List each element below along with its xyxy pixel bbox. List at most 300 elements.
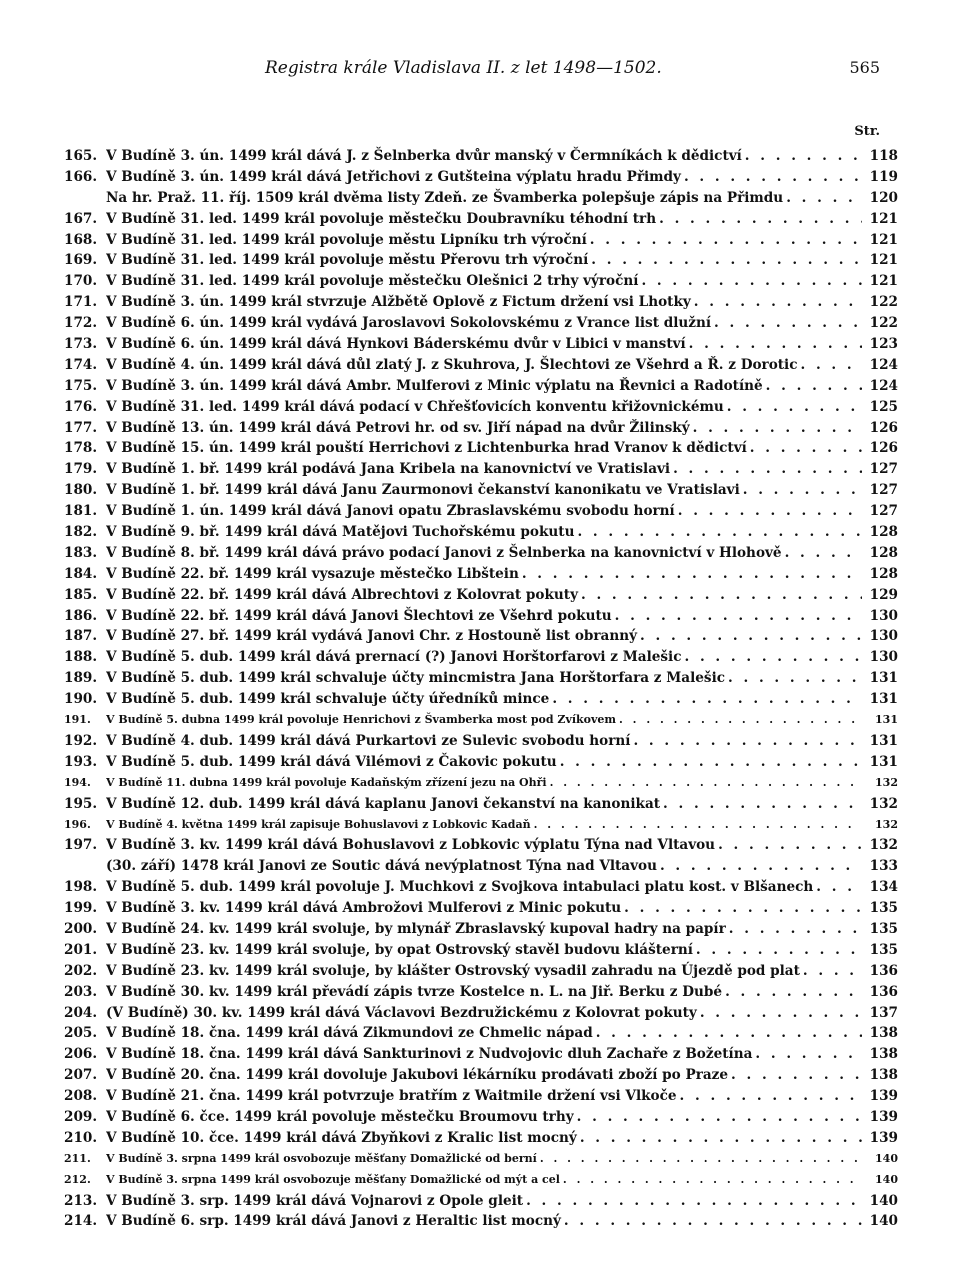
leader-dots: [680, 1086, 862, 1107]
entry-text-wrap: [106, 292, 862, 313]
entry-text: V Budíně 6. čce. 1499 král povoluje městečku Broumovu trhy: [106, 1108, 574, 1125]
entry-number: 201.: [64, 941, 98, 958]
entry-page: 135: [869, 941, 898, 958]
list-item: [0, 1191, 960, 1212]
page-header: [0, 58, 960, 88]
entry-page: 123: [869, 336, 898, 353]
list-item: [0, 564, 960, 585]
entry-page: 126: [869, 419, 898, 436]
entry-text-wrap: [106, 418, 862, 439]
entry-text-wrap: [106, 647, 862, 668]
entry-page: 121: [869, 231, 898, 248]
entry-text: V Budíně 3. ún. 1499 král stvrzuje Alžbětě Oplově z Fictum držení vsi Lhotky: [106, 294, 691, 311]
entry-page: 128: [869, 565, 898, 582]
entry-page: 131: [875, 713, 898, 727]
leader-dots: [522, 564, 862, 585]
entry-number: 210.: [64, 1129, 98, 1146]
list-item: [0, 1211, 960, 1232]
entry-page: 130: [869, 607, 898, 624]
entry-text: V Budíně 3. kv. 1499 král dává Bohuslavovi z Lobkovic výplatu Týna nad Vltavou: [106, 837, 716, 854]
entry-text-wrap: [106, 1065, 862, 1086]
entry-text: V Budíně 1. bř. 1499 král podává Jana Kribela na kanovnictví ve Vratislavi: [106, 461, 671, 478]
entry-text-wrap: [106, 835, 862, 856]
leader-dots: [624, 898, 862, 919]
entry-text: V Budíně 3. srp. 1499 král dává Vojnarovi z Opole gleit: [106, 1192, 524, 1209]
entry-text: V Budíně 18. čna. 1499 král dává Zikmundovi ze Chmelic nápad: [106, 1025, 593, 1042]
entry-text-wrap: [106, 313, 862, 334]
page-number: 565: [849, 58, 880, 77]
entry-page: 132: [875, 775, 898, 789]
list-item: [0, 877, 960, 898]
entry-text-wrap: [106, 188, 862, 209]
entry-text-wrap: [106, 606, 862, 627]
entry-page: 118: [869, 148, 898, 164]
entry-page: 131: [869, 753, 898, 770]
entry-number: 209.: [64, 1108, 98, 1125]
entry-number: 192.: [64, 732, 98, 749]
leader-dots: [640, 626, 862, 647]
entry-page: 128: [869, 524, 898, 541]
list-item: [0, 773, 960, 794]
list-item: [0, 480, 960, 501]
leader-dots: [816, 877, 862, 898]
running-title: Registra krále Vladislava II. z let 1498—1502.: [265, 58, 662, 78]
entry-text: V Budíně 3. kv. 1499 král dává Ambrožovi Mulferovi z Minic pokutu: [106, 900, 622, 917]
leader-dots: [580, 1128, 862, 1149]
entry-page: 121: [869, 252, 898, 269]
entry-page: 131: [869, 670, 898, 687]
list-item: [0, 1044, 960, 1065]
entry-number: 213.: [64, 1192, 98, 1209]
list-item: [0, 292, 960, 313]
entry-number: 166.: [64, 168, 98, 185]
entry-page: 125: [869, 398, 898, 415]
entry-number: 189.: [64, 670, 98, 687]
leader-dots: [801, 355, 863, 376]
leader-dots: [673, 459, 862, 480]
leader-dots: [577, 522, 862, 543]
leader-dots: [591, 250, 862, 271]
entry-page: 135: [869, 900, 898, 917]
leader-dots: [785, 543, 862, 564]
entry-page: 140: [875, 1151, 898, 1165]
leader-dots: [633, 731, 862, 752]
entry-text-wrap: [106, 376, 862, 397]
entry-page: 132: [869, 837, 898, 854]
entry-text-wrap: [106, 355, 862, 376]
entry-number: 195.: [64, 795, 98, 812]
entry-text: V Budíně 12. dub. 1499 král dává kaplanu Janovi čekanství na kanonikat: [106, 795, 661, 812]
entry-number: 175.: [64, 377, 98, 394]
entry-number: 200.: [64, 920, 98, 937]
leader-dots: [684, 167, 862, 188]
leader-dots: [766, 376, 862, 397]
leader-dots: [550, 773, 862, 794]
entry-text-wrap: [106, 1107, 862, 1128]
entry-page: 130: [869, 628, 898, 645]
list-item: [0, 167, 960, 188]
entry-number: 199.: [64, 900, 98, 917]
list-item: [0, 1065, 960, 1086]
entry-number: 184.: [64, 565, 98, 582]
entry-text-wrap: [106, 752, 862, 773]
entry-text-wrap: [106, 877, 862, 898]
entry-page: 120: [869, 189, 898, 206]
entry-page: 127: [869, 461, 898, 478]
entry-text: V Budíně 31. led. 1499 král povoluje městu Lipníku trh výroční: [106, 231, 587, 248]
entry-text: V Budíně 5. dub. 1499 král dává prernací (?) Janovi Horštorfarovi z Malešic: [106, 649, 682, 666]
entry-text-wrap: [106, 167, 862, 188]
leader-dots: [700, 1003, 862, 1024]
list-item: [0, 543, 960, 564]
entry-number: 206.: [64, 1046, 98, 1063]
leader-dots: [786, 188, 862, 209]
entry-text: V Budíně 31. led. 1499 král povoluje městu Přerovu trh výroční: [106, 252, 589, 269]
entry-number: 202.: [64, 962, 98, 979]
entry-page: 138: [869, 1025, 898, 1042]
entry-text: (30. září) 1478 král Janovi ze Soutic dává nevýplatnost Týna nad Vltavou: [106, 858, 657, 875]
entry-text-wrap: [106, 710, 862, 731]
entry-page: 135: [869, 920, 898, 937]
entry-page: 121: [869, 210, 898, 227]
entry-text: V Budíně 3. srpna 1499 král osvobozuje měšťany Domažlické od berní: [106, 1151, 537, 1165]
entry-text: V Budíně 30. kv. 1499 král převádí zápis tvrze Kostelce n. L. na Jiř. Berku z Dubé: [106, 983, 723, 1000]
entry-text-wrap: [106, 1086, 862, 1107]
entry-page: 138: [869, 1067, 898, 1084]
list-item: [0, 334, 960, 355]
entry-text-wrap: [106, 856, 862, 877]
list-item: [0, 230, 960, 251]
leader-dots: [689, 334, 862, 355]
entry-text-wrap: [106, 230, 862, 251]
list-item: [0, 1170, 960, 1191]
leader-dots: [552, 689, 862, 710]
entry-text-wrap: [106, 250, 862, 271]
entry-page: 124: [869, 377, 898, 394]
entry-number: 172.: [64, 315, 98, 332]
leader-dots: [659, 209, 862, 230]
entry-text: V Budíně 3. ún. 1499 král dává Ambr. Mulferovi z Minic výplatu na Řevnici a Radotíně: [106, 377, 763, 394]
entry-text: V Budíně 3. srpna 1499 král osvobozuje měšťany Domažlické od mýt a cel: [106, 1172, 560, 1186]
list-item: [0, 689, 960, 710]
entry-text-wrap: [106, 940, 862, 961]
entry-text-wrap: [106, 1044, 862, 1065]
leader-dots: [693, 418, 862, 439]
leader-dots: [755, 1044, 862, 1065]
leader-dots: [663, 794, 862, 815]
entry-number: 165.: [64, 148, 98, 164]
list-item: [0, 459, 960, 480]
entry-text: V Budíně 1. bř. 1499 král dává Janu Zaurmonovi čekanství kanonikatu ve Vratislavi: [106, 482, 740, 499]
leader-dots: [718, 835, 862, 856]
entry-page: 140: [869, 1192, 898, 1209]
leader-dots: [750, 438, 862, 459]
entry-page: 129: [869, 586, 898, 603]
list-item: [0, 1149, 960, 1170]
entry-text-wrap: [106, 459, 862, 480]
entry-text: V Budíně 31. led. 1499 král povoluje městečku Doubravníku téhodní trh: [106, 210, 657, 227]
entry-number: 205.: [64, 1025, 98, 1042]
leader-dots: [534, 815, 862, 836]
entry-text: V Budíně 13. ún. 1499 král dává Petrovi hr. od sv. Jiří nápad na dvůr Žilinský: [106, 419, 690, 436]
entry-page: 119: [869, 168, 898, 185]
entry-text: V Budíně 9. bř. 1499 král dává Matějovi Tuchořskému pokutu: [106, 524, 575, 541]
entry-text-wrap: [106, 689, 862, 710]
leader-dots: [743, 480, 862, 501]
list-item: [0, 376, 960, 397]
entry-page: 131: [869, 732, 898, 749]
entry-text: V Budíně 8. bř. 1499 král dává právo podací Janovi z Šelnberka na kanovnictví v Hlohově: [106, 544, 782, 561]
entry-text-wrap: [106, 731, 862, 752]
entry-page: 128: [869, 544, 898, 561]
list-item: [0, 1128, 960, 1149]
entry-text: V Budíně 22. bř. 1499 král vysazuje městečko Libštein: [106, 565, 519, 582]
entry-page: 136: [869, 962, 898, 979]
entry-text: V Budíně 23. kv. 1499 král svoluje, by opat Ostrovský stavěl budovu klášterní: [106, 941, 693, 958]
list-item: [0, 647, 960, 668]
entry-page: 127: [869, 482, 898, 499]
list-item: [0, 856, 960, 877]
list-item: [0, 982, 960, 1003]
entry-text: V Budíně 6. ún. 1499 král dává Hynkovi Báderskému dvůr v Libici v manství: [106, 336, 686, 353]
entry-text-wrap: [106, 334, 862, 355]
list-item: [0, 961, 960, 982]
entry-text: V Budíně 4. dub. 1499 král dává Purkartovi ze Sulevic svobodu horní: [106, 732, 631, 749]
entry-number: 171.: [64, 294, 98, 311]
entry-text-wrap: [106, 815, 862, 836]
entry-page: 139: [869, 1129, 898, 1146]
entry-text: V Budíně 31. led. 1499 král dává podací v Chřešťovicích konventu křižovnickému: [106, 398, 724, 415]
leader-dots: [696, 940, 862, 961]
entry-text: V Budíně 5. dubna 1499 král povoluje Henrichovi z Švamberka most pod Zvíkovem: [106, 713, 616, 727]
leader-dots: [619, 710, 862, 731]
entry-number: 183.: [64, 544, 98, 561]
entry-page: 134: [869, 879, 898, 896]
leader-dots: [745, 146, 862, 167]
list-item: [0, 606, 960, 627]
entry-page: 139: [869, 1088, 898, 1105]
entry-number: 203.: [64, 983, 98, 1000]
entry-text-wrap: [106, 564, 862, 585]
entry-text-wrap: [106, 1170, 862, 1191]
list-item: [0, 1003, 960, 1024]
list-item: [0, 1023, 960, 1044]
entry-text: V Budíně 23. kv. 1499 král svoluje, by klášter Ostrovský vysadil zahradu na Újezdě pod plat: [106, 962, 800, 979]
entry-text: V Budíně 3. ún. 1499 král dává J. z Šelnberka dvůr manský v Čermníkách k dědictví: [106, 148, 742, 164]
entry-number: 185.: [64, 586, 98, 603]
entry-text-wrap: [106, 438, 862, 459]
entry-number: 191.: [64, 713, 91, 727]
leader-dots: [590, 230, 862, 251]
entry-number: 182.: [64, 524, 98, 541]
list-item: [0, 438, 960, 459]
entry-text-wrap: [106, 626, 862, 647]
leader-dots: [729, 919, 862, 940]
leader-dots: [678, 501, 862, 522]
entry-page: 122: [869, 315, 898, 332]
leader-dots: [727, 397, 862, 418]
entry-text-wrap: [106, 668, 862, 689]
entry-text: V Budíně 10. čce. 1499 král dává Zbyňkovi z Kralic list mocný: [106, 1129, 577, 1146]
list-item: [0, 1107, 960, 1128]
entry-text: V Budíně 24. kv. 1499 král svoluje, by mlynář Zbraslavský kupoval hadry na papír: [106, 920, 726, 937]
leader-dots: [728, 668, 862, 689]
entry-page: 122: [869, 294, 898, 311]
list-item: [0, 835, 960, 856]
entry-number: 196.: [64, 817, 91, 831]
leader-dots: [731, 1065, 862, 1086]
entry-number: 177.: [64, 419, 98, 436]
entry-text-wrap: [106, 585, 862, 606]
list-item: [0, 501, 960, 522]
entry-number: 198.: [64, 879, 98, 896]
list-item: [0, 418, 960, 439]
entry-page: 130: [869, 649, 898, 666]
entry-number: 178.: [64, 440, 98, 457]
entry-text-wrap: [106, 1211, 862, 1232]
entry-number: 170.: [64, 273, 98, 290]
entry-page: 138: [869, 1046, 898, 1063]
entry-text: V Budíně 21. čna. 1499 král potvrzuje bratřím z Waitmile držení vsi Vlkoče: [106, 1088, 677, 1105]
list-item: [0, 731, 960, 752]
leader-dots: [725, 982, 862, 1003]
entry-text-wrap: [106, 919, 862, 940]
entry-text-wrap: [106, 773, 862, 794]
entry-text-wrap: [106, 1191, 862, 1212]
entry-number: 204.: [64, 1004, 98, 1021]
entry-text: V Budíně 5. dub. 1499 král dává Vilémovi z Čakovic pokutu: [106, 753, 557, 770]
page-column-label: Str.: [854, 124, 880, 139]
entry-number: 186.: [64, 607, 98, 624]
entry-text-wrap: [106, 961, 862, 982]
entry-text-wrap: [106, 501, 862, 522]
entry-number: 214.: [64, 1213, 98, 1230]
list-item: [0, 752, 960, 773]
leader-dots: [641, 271, 862, 292]
entry-text-wrap: [106, 1128, 862, 1149]
leader-dots: [694, 292, 862, 313]
entry-text: V Budíně 4. ún. 1499 král dává důl zlatý J. z Skuhrova, J. Šlechtovi ze Všehrd a Ř. z Dorotic: [106, 356, 798, 373]
list-item: [0, 626, 960, 647]
entry-text: V Budíně 6. srp. 1499 král dává Janovi z Heraltic list mocný: [106, 1213, 561, 1230]
entry-page: 140: [869, 1213, 898, 1230]
list-item: [0, 919, 960, 940]
leader-dots: [714, 313, 862, 334]
entry-text: V Budíně 27. bř. 1499 král vydává Janovi Chr. z Hostouně list obranný: [106, 628, 638, 645]
entry-number: 173.: [64, 336, 98, 353]
list-item: [0, 815, 960, 836]
entry-text-wrap: [106, 1149, 862, 1170]
leader-dots: [803, 961, 862, 982]
entry-number: 212.: [64, 1172, 91, 1186]
entry-number: 207.: [64, 1067, 98, 1084]
entry-text-wrap: [106, 209, 862, 230]
leader-dots: [540, 1149, 862, 1170]
leader-dots: [581, 585, 862, 606]
list-item: [0, 898, 960, 919]
entry-number: 194.: [64, 775, 91, 789]
entry-text: V Budíně 18. čna. 1499 král dává Sankturinovi z Nudvojovic dluh Zachaře z Božetína: [106, 1046, 753, 1063]
list-item: [0, 271, 960, 292]
entry-text: V Budíně 4. května 1499 král zapisuje Bohuslavovi z Lobkovic Kadaň: [106, 817, 531, 831]
entry-text: V Budíně 1. ún. 1499 král dává Janovi opatu Zbraslavskému svobodu horní: [106, 503, 675, 520]
leader-dots: [660, 856, 862, 877]
entry-number: 208.: [64, 1088, 98, 1105]
entry-text-wrap: [106, 1023, 862, 1044]
entry-text-wrap: [106, 982, 862, 1003]
entry-text: V Budíně 15. ún. 1499 král pouští Herrichovi z Lichtenburka hrad Vranov k dědictví: [106, 440, 747, 457]
entry-text: V Budíně 22. bř. 1499 král dává Janovi Šlechtovi ze Všehrd pokutu: [106, 607, 612, 624]
leader-dots: [563, 1170, 862, 1191]
list-item: [0, 710, 960, 731]
entry-page: 127: [869, 503, 898, 520]
table-of-contents: [0, 146, 960, 1232]
entry-text-wrap: [106, 543, 862, 564]
list-item: [0, 940, 960, 961]
entry-number: 167.: [64, 210, 98, 227]
entry-page: 121: [869, 273, 898, 290]
entry-text: V Budíně 5. dub. 1499 král povoluje J. Muchkovi z Svojkova intabulaci platu kost. v Blšanech: [106, 879, 814, 896]
entry-page: 136: [869, 983, 898, 1000]
entry-number: 193.: [64, 753, 98, 770]
entry-number: 180.: [64, 482, 98, 499]
leader-dots: [564, 1211, 862, 1232]
entry-text-wrap: [106, 271, 862, 292]
entry-text: V Budíně 31. led. 1499 král povoluje městečku Olešnici 2 trhy výroční: [106, 273, 639, 290]
entry-page: 124: [869, 356, 898, 373]
entry-text: V Budíně 5. dub. 1499 král schvaluje účty mincmistra Jana Horštorfara z Malešic: [106, 670, 726, 687]
entry-text: V Budíně 5. dub. 1499 král schvaluje účty úředníků mince: [106, 691, 550, 708]
entry-text-wrap: [106, 397, 862, 418]
entry-number: 211.: [64, 1151, 91, 1165]
entry-text: V Budíně 6. ún. 1499 král vydává Jaroslavovi Sokolovskému z Vrance list dlužní: [106, 315, 712, 332]
leader-dots: [526, 1191, 862, 1212]
leader-dots: [560, 752, 862, 773]
entry-text-wrap: [106, 898, 862, 919]
list-item: [0, 209, 960, 230]
entry-page: 140: [875, 1172, 898, 1186]
entry-number: 188.: [64, 649, 98, 666]
entry-page: 131: [869, 691, 898, 708]
entry-text: V Budíně 3. ún. 1499 král dává Jetřichovi z Gutšteina výplatu hradu Přimdy: [106, 168, 681, 185]
entry-text-wrap: [106, 1003, 862, 1024]
list-item: [0, 585, 960, 606]
entry-text: V Budíně 11. dubna 1499 král povoluje Kadaňským zřízení jezu na Ohři: [106, 775, 547, 789]
entry-text: V Budíně 22. bř. 1499 král dává Albrechtovi z Kolovrat pokuty: [106, 586, 578, 603]
list-item: [0, 522, 960, 543]
entry-page: 126: [869, 440, 898, 457]
list-item: [0, 250, 960, 271]
list-item: [0, 355, 960, 376]
leader-dots: [685, 647, 863, 668]
list-item: [0, 668, 960, 689]
list-item: [0, 146, 960, 167]
list-item: [0, 794, 960, 815]
entry-text-wrap: [106, 522, 862, 543]
entry-page: 133: [869, 858, 898, 875]
entry-number: 190.: [64, 691, 98, 708]
entry-number: 179.: [64, 461, 98, 478]
entry-text: (V Budíně) 30. kv. 1499 král dává Václavovi Bezdružickému z Kolovrat pokuty: [106, 1004, 697, 1021]
entry-number: 197.: [64, 837, 98, 854]
entry-text-wrap: [106, 146, 862, 167]
leader-dots: [615, 606, 862, 627]
entry-text: Na hr. Praž. 11. říj. 1509 král dvěma listy Zdeň. ze Švamberka polepšuje zápis na Přimdu: [106, 189, 784, 206]
entry-text-wrap: [106, 480, 862, 501]
list-item: [0, 1086, 960, 1107]
entry-page: 139: [869, 1108, 898, 1125]
list-item: [0, 188, 960, 209]
